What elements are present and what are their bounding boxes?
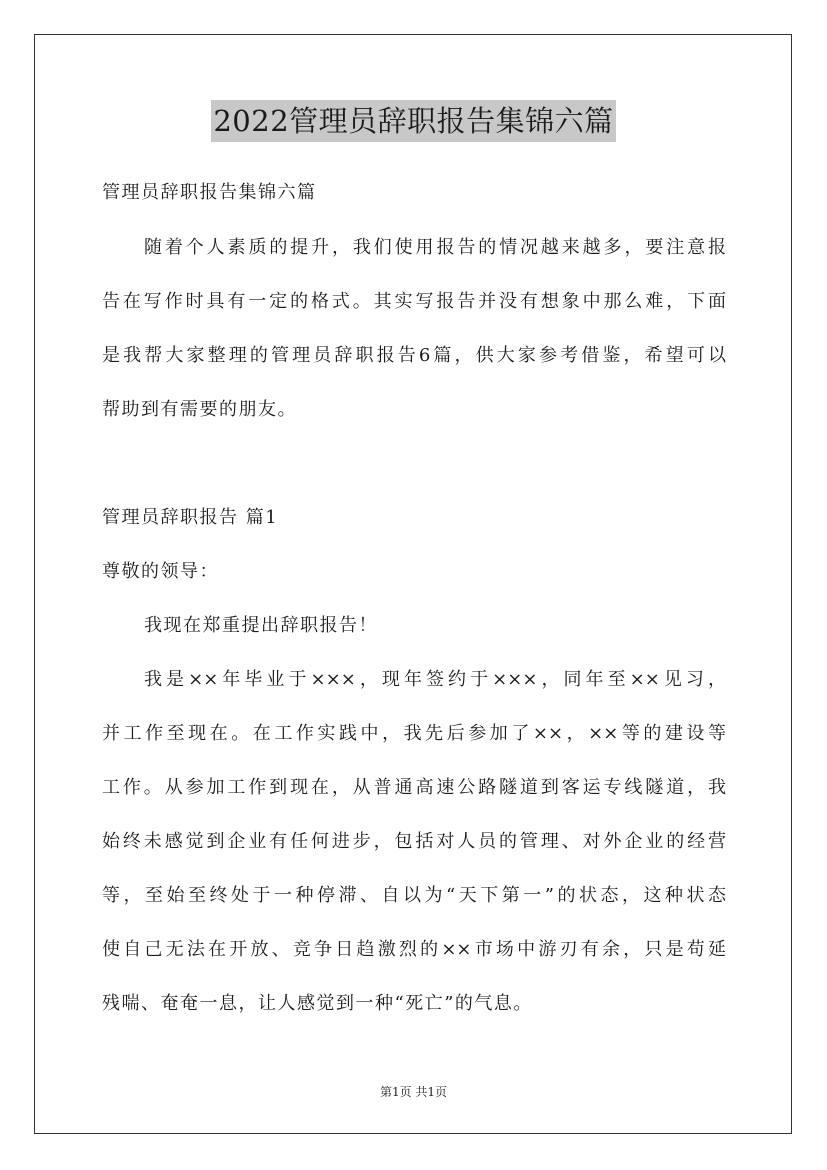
body-line: 等，至始至终处于一种停滞、自以为“天下第一”的状态，这种状态 — [102, 885, 726, 906]
body-line: 残喘、奄奄一息，让人感觉到一种“死亡”的气息。 — [102, 993, 533, 1014]
resignation-statement: 我现在郑重提出辞职报告！ — [144, 615, 378, 636]
body-line: 工作。从参加工作到现在，从普通高速公路隧道到客运专线隧道，我 — [102, 777, 726, 798]
body-line: 始终未感觉到企业有任何进步，包括对人员的管理、对外企业的经营 — [102, 831, 726, 852]
intro-line: 是我帮大家整理的管理员辞职报告6篇，供大家参考借鉴，希望可以 — [102, 345, 726, 366]
document-title: 2022管理员辞职报告集锦六篇 — [211, 100, 615, 142]
body-line: 使自己无法在开放、竞争日趋激烈的××市场中游刃有余，只是苟延 — [102, 939, 726, 960]
body-line: 我是××年毕业于×××，现年签约于×××，同年至××见习， — [144, 669, 726, 690]
intro-line: 随着个人素质的提升，我们使用报告的情况越来越多，要注意报 — [144, 237, 726, 258]
body-line: 并工作至现在。在工作实践中，我先后参加了××，××等的建设等 — [102, 723, 726, 744]
document-title-block — [0, 100, 827, 142]
intro-line: 帮助到有需要的朋友。 — [102, 399, 297, 420]
document-subtitle: 管理员辞职报告集锦六篇 — [102, 182, 317, 203]
page-footer: 第1页 共1页 — [379, 1085, 448, 1099]
section-heading: 管理员辞职报告 篇1 — [102, 507, 279, 528]
intro-line: 告在写作时具有一定的格式。其实写报告并没有想象中那么难，下面 — [102, 291, 726, 312]
salutation: 尊敬的领导： — [102, 561, 219, 582]
